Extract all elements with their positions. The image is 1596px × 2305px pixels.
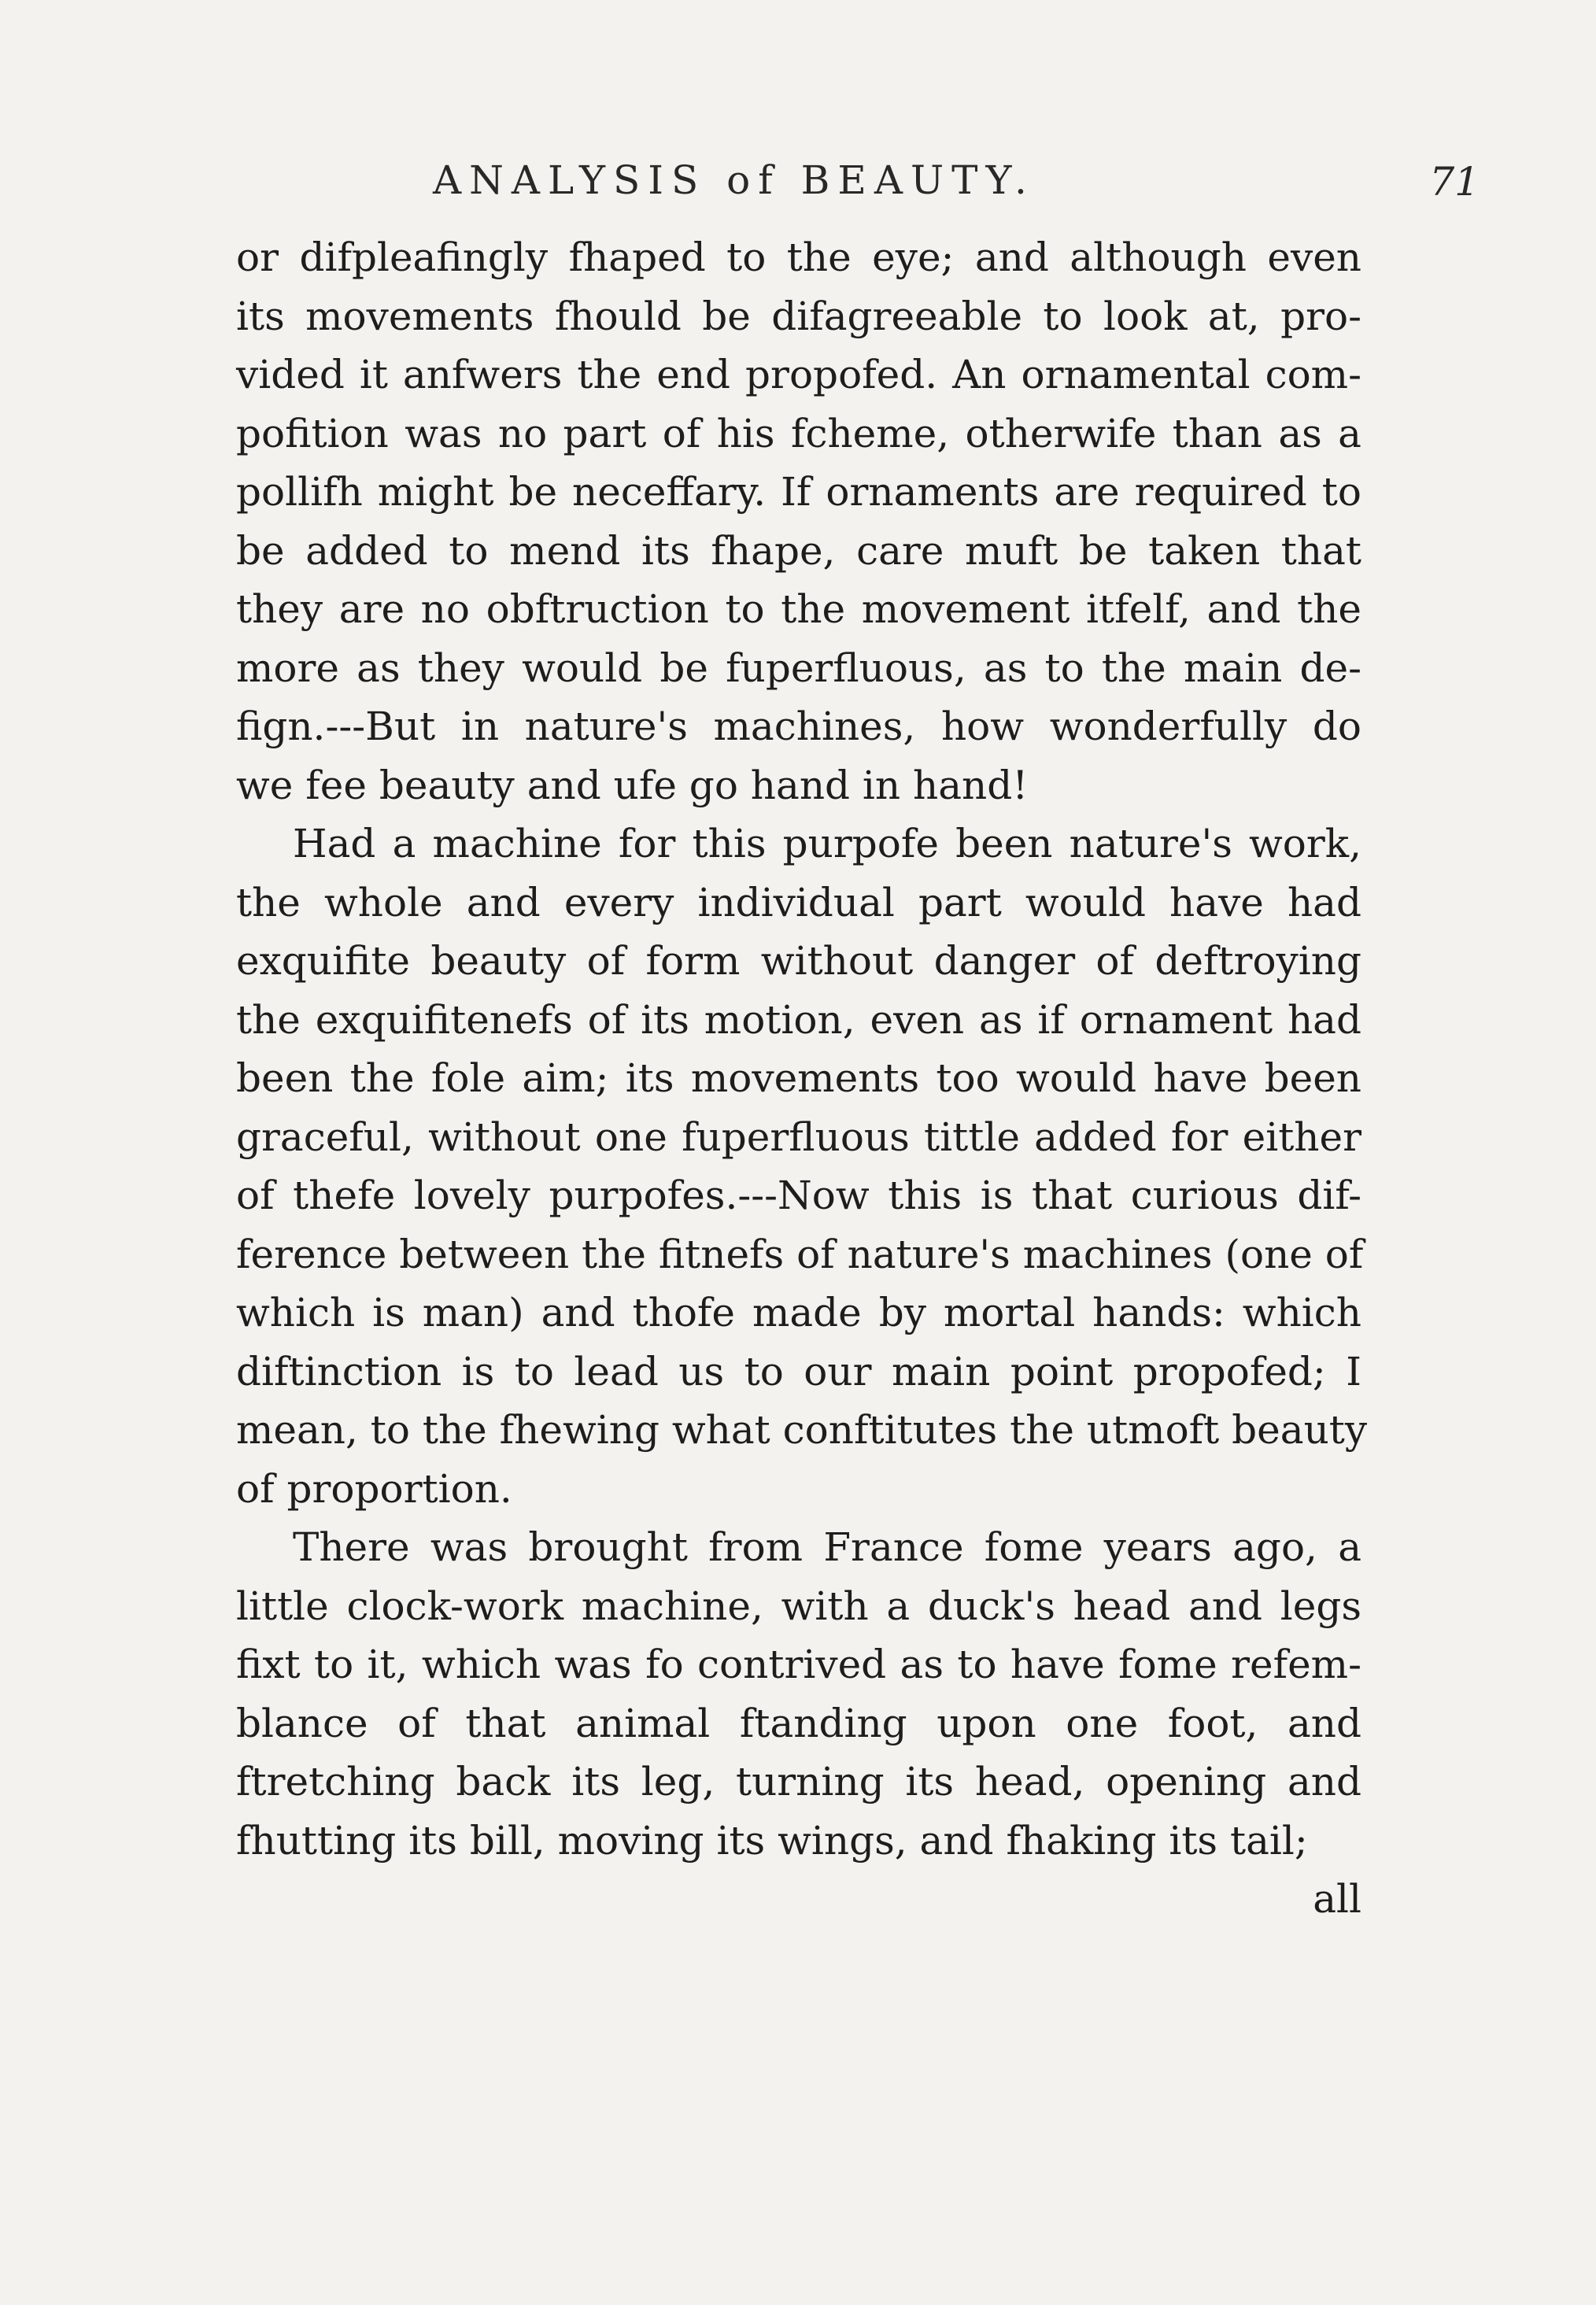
text-line: blance of that animal ftanding upon one foot, and [236,1700,1361,1746]
text-line: little clock-work machine, with a duck's head and legs [236,1583,1361,1629]
text-line: There was brought from France fome years ago, a [293,1524,1361,1570]
text-line: pollifh might be neceffary. If ornaments are required to [236,469,1361,515]
text-line: ftretching back its leg, turning its head, opening and [236,1759,1361,1804]
text-line: we fee beauty and ufe go hand in hand! [236,762,1029,808]
text-line: they are no obftruction to the movement itfelf, and the [236,586,1361,632]
text-line: vided it anfwers the end propofed. An ornamental com- [236,352,1361,397]
body-text [236,228,1368,1929]
running-title: ANALYSIS of BEAUTY. [433,157,1035,203]
text-line: fixt to it, which was fo contrived as to have fome refem- [236,1642,1361,1687]
text-line: Had a machine for this purpofe been nature's work, [293,821,1361,866]
text-line: fhutting its bill, moving its wings, and fhaking its tail; [236,1817,1308,1864]
text-line: be added to mend its fhape, care muft be taken that [236,527,1361,574]
text-line: the exquifitenefs of its motion, even as if ornament had [236,996,1361,1043]
text-line: the whole and every individual part would have had [236,879,1361,925]
text-line: its movements fhould be difagreeable to look at, pro- [236,293,1361,339]
text-line: or difpleafingly fhaped to the eye; and although even [236,235,1361,280]
text-line: mean, to the fhewing what conftitutes the utmoft beauty [236,1407,1368,1453]
text-line: been the fole aim; its movements too would have been [236,1055,1361,1101]
text-line: diftinction is to lead us to our main point propofed; I [236,1348,1361,1394]
text-line: ference between the fitnefs of nature's machines (one of [236,1231,1364,1277]
paragraph [236,228,1361,815]
text-line: pofition was no part of his fcheme, otherwife than as a [236,410,1361,456]
paragraph [236,815,1368,1518]
text-line: of thefe lovely purpofes.---Now this is that curious dif- [236,1173,1361,1218]
catchword: all [1313,1876,1361,1922]
page-number: 71 [1429,159,1480,205]
text-line: graceful, without one fuperfluous tittle added for either [236,1114,1361,1160]
page-header [236,157,1480,220]
paragraphs [236,228,1368,1870]
paragraph [236,1518,1361,1870]
text-line: which is man) and thofe made by mortal hands: which [236,1290,1361,1335]
text-line: fign.---But in nature's machines, how wonderfully do [236,704,1361,749]
text-line: of proportion. [236,1465,512,1512]
text-line: exquifite beauty of form without danger of deftroying [236,938,1361,984]
text-line: more as they would be fuperfluous, as to the main de- [236,645,1361,691]
